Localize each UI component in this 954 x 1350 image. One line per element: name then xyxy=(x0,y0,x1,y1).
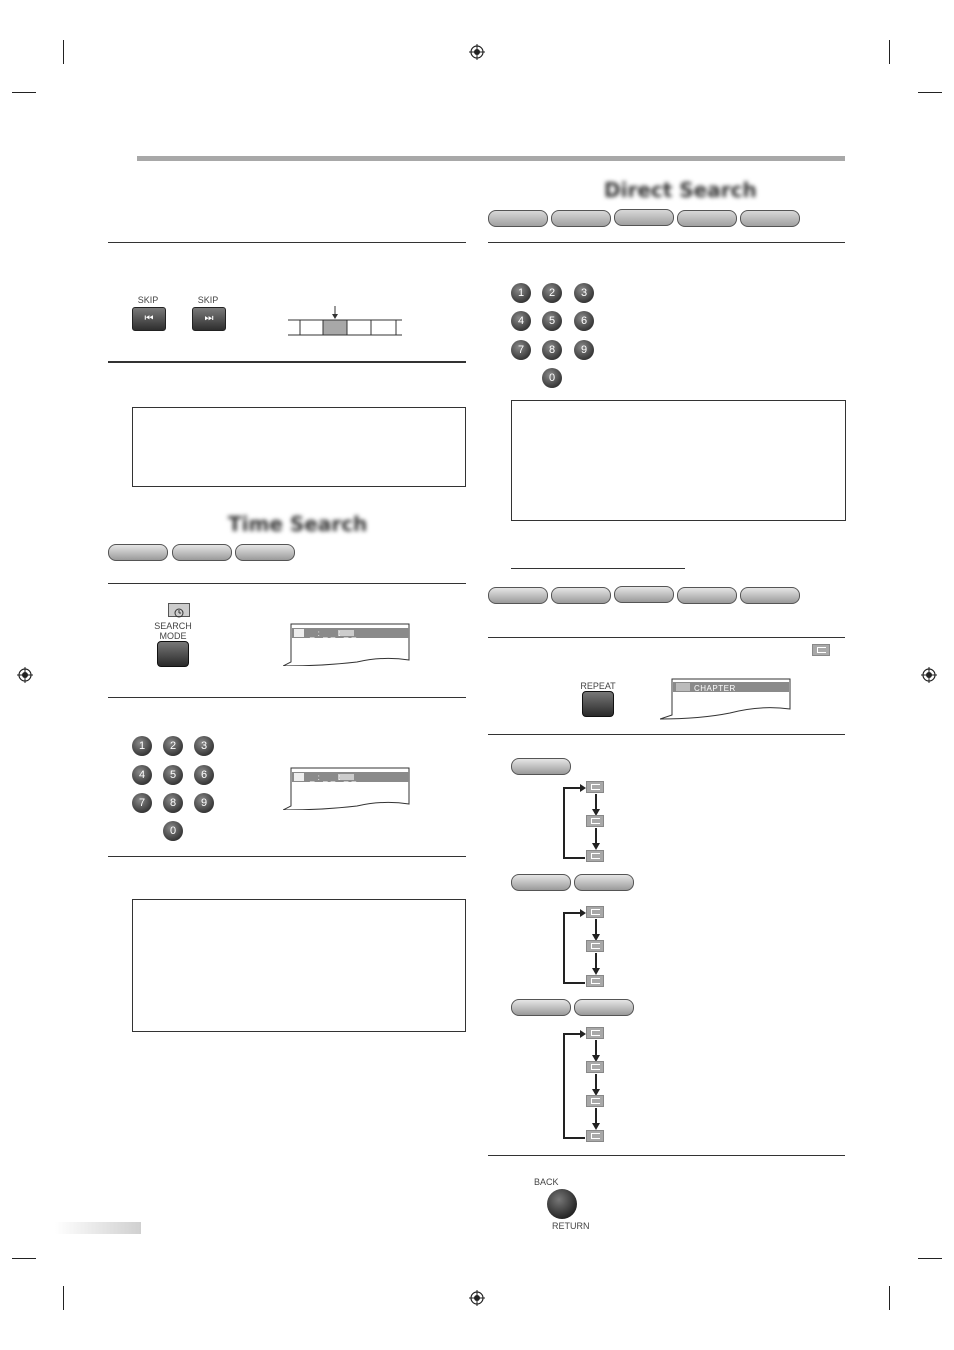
crop-mark xyxy=(918,92,942,93)
return-label: RETURN xyxy=(552,1221,590,1231)
key-0[interactable]: 0 xyxy=(163,821,183,841)
direct-search-heading: Direct Search xyxy=(604,178,757,202)
key-8[interactable]: 8 xyxy=(163,793,183,813)
key-3[interactable]: 3 xyxy=(194,736,214,756)
disc-type-pill xyxy=(488,587,548,604)
disc-type-pill xyxy=(108,544,168,561)
registration-mark-icon xyxy=(469,1290,485,1306)
repeat-icon xyxy=(586,906,604,918)
key-5[interactable]: 5 xyxy=(542,311,562,331)
disc-type-pill xyxy=(574,999,634,1016)
key-1[interactable]: 1 xyxy=(511,283,531,303)
repeat-button[interactable] xyxy=(582,691,614,717)
time-input-text: _ : _ _ : _ _ xyxy=(310,773,357,782)
divider xyxy=(488,242,845,243)
key-2[interactable]: 2 xyxy=(163,736,183,756)
crop-mark xyxy=(12,1258,36,1259)
repeat-osd-text: CHAPTER xyxy=(694,684,736,693)
disc-type-pill xyxy=(740,587,800,604)
disc-type-pill xyxy=(614,586,674,603)
skip-next-button[interactable]: ⏭ xyxy=(192,307,226,331)
disc-type-pill xyxy=(677,210,737,227)
disc-type-pill xyxy=(677,587,737,604)
disc-type-pill xyxy=(614,209,674,226)
repeat-icon xyxy=(586,1061,604,1073)
search-mode-button[interactable] xyxy=(157,641,189,667)
crop-mark xyxy=(63,1286,64,1310)
key-2[interactable]: 2 xyxy=(542,283,562,303)
key-0[interactable]: 0 xyxy=(542,368,562,388)
repeat-icon xyxy=(586,1130,604,1142)
crop-mark xyxy=(63,40,64,64)
key-8[interactable]: 8 xyxy=(542,340,562,360)
divider xyxy=(108,361,466,363)
underline xyxy=(511,568,685,569)
disc-type-pill xyxy=(740,210,800,227)
disc-type-pill xyxy=(511,874,571,891)
repeat-icon xyxy=(586,940,604,952)
key-6[interactable]: 6 xyxy=(194,765,214,785)
repeat-icon xyxy=(586,850,604,862)
repeat-icon xyxy=(586,975,604,987)
registration-mark-icon xyxy=(469,44,485,60)
key-1[interactable]: 1 xyxy=(132,736,152,756)
key-5[interactable]: 5 xyxy=(163,765,183,785)
repeat-flow-diagram xyxy=(558,1024,610,1146)
back-return-button[interactable] xyxy=(547,1189,577,1219)
header-bar xyxy=(137,156,845,161)
page-number-tab xyxy=(55,1222,141,1234)
crop-mark xyxy=(918,1258,942,1259)
search-mode-label: SEARCH MODE xyxy=(154,621,192,641)
disc-type-pill xyxy=(488,210,548,227)
key-4[interactable]: 4 xyxy=(132,765,152,785)
key-3[interactable]: 3 xyxy=(574,283,594,303)
repeat-icon xyxy=(586,781,604,793)
key-9[interactable]: 9 xyxy=(574,340,594,360)
disc-type-pill xyxy=(511,999,571,1016)
key-4[interactable]: 4 xyxy=(511,311,531,331)
registration-mark-icon xyxy=(17,667,33,683)
crop-mark xyxy=(12,92,36,93)
divider xyxy=(488,1155,845,1156)
skip-prev-label: SKIP xyxy=(137,295,159,305)
disc-type-pill xyxy=(172,544,232,561)
repeat-icon xyxy=(586,815,604,827)
clock-icon xyxy=(168,603,190,617)
repeat-label: REPEAT xyxy=(580,681,616,691)
crop-mark xyxy=(889,1286,890,1310)
key-7[interactable]: 7 xyxy=(511,340,531,360)
disc-type-pill xyxy=(551,587,611,604)
repeat-icon xyxy=(586,1095,604,1107)
key-9[interactable]: 9 xyxy=(194,793,214,813)
note-box xyxy=(132,899,466,1032)
chapter-track-diagram xyxy=(288,306,404,338)
divider xyxy=(108,583,466,584)
disc-type-pill xyxy=(235,544,295,561)
skip-prev-button[interactable]: ⏮ xyxy=(132,307,166,331)
divider xyxy=(108,856,466,857)
note-box xyxy=(132,407,466,487)
key-7[interactable]: 7 xyxy=(132,793,152,813)
disc-type-pill xyxy=(511,758,571,775)
repeat-icon xyxy=(586,1027,604,1039)
divider xyxy=(108,697,466,698)
divider xyxy=(488,637,845,638)
note-box xyxy=(511,400,846,521)
disc-type-pill xyxy=(574,874,634,891)
disc-type-pill xyxy=(551,210,611,227)
registration-mark-icon xyxy=(921,667,937,683)
time-input-text: _ : _ _ : _ _ xyxy=(310,629,357,638)
skip-next-label: SKIP xyxy=(197,295,219,305)
divider xyxy=(488,734,845,735)
crop-mark xyxy=(889,40,890,64)
repeat-icon xyxy=(812,644,830,656)
divider xyxy=(108,242,466,243)
key-6[interactable]: 6 xyxy=(574,311,594,331)
time-search-heading: Time Search xyxy=(228,512,368,536)
back-label: BACK xyxy=(534,1177,559,1187)
